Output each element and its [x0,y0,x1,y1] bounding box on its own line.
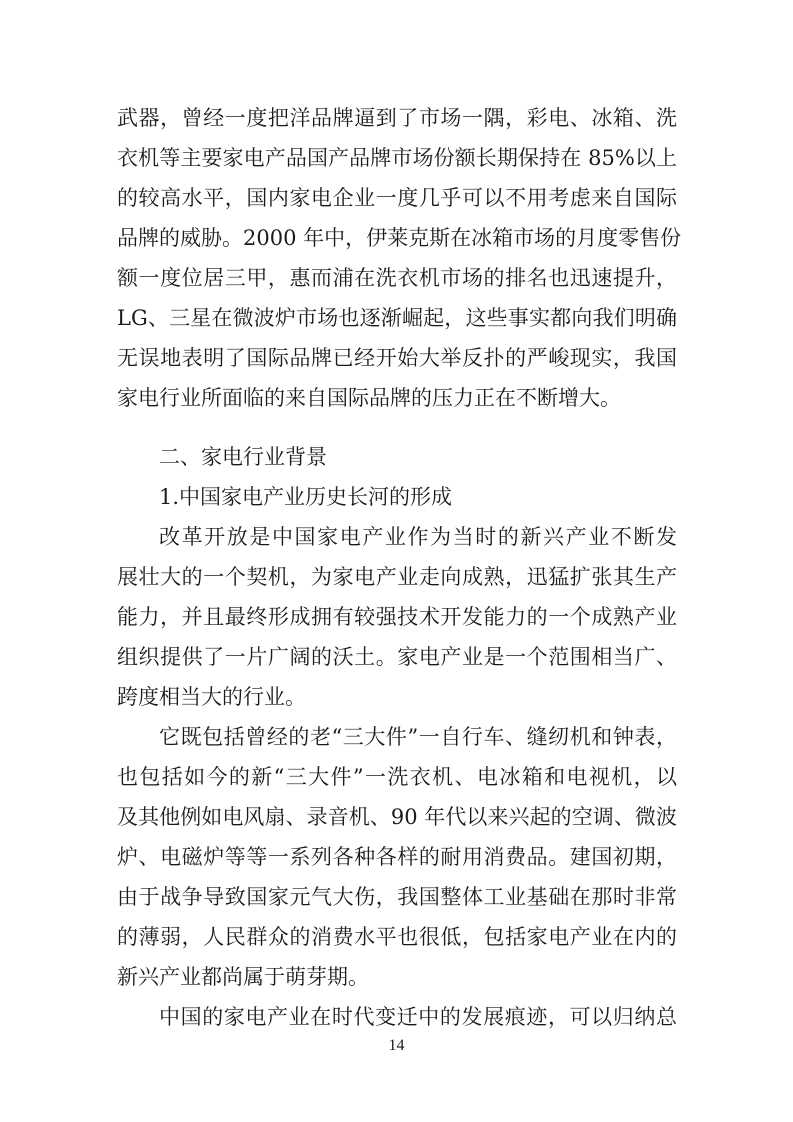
paragraph-1-line-4: 品牌的威胁。2000 年中，伊莱克斯在冰箱市场的月度零售份 [117,226,682,250]
paragraph-2-line-1: 改革开放是中国家电产业作为当时的新兴产业不断发 [159,525,677,549]
paragraph-3-line-6: 的薄弱，人民群众的消费水平也很低，包括家电产业在内的 [117,925,677,949]
paragraph-3-line-5: 由于战争导致国家元气大伤，我国整体工业基础在那时非常 [117,885,677,909]
paragraph-2-line-4: 组织提供了一片广阔的沃土。家电产业是一个范围相当广、 [117,645,677,669]
section-heading: 二、家电行业背景 [159,445,327,469]
paragraph-2-line-2: 展壮大的一个契机，为家电产业走向成熟，迅猛扩张其生产 [117,565,677,589]
page-number: 14 [388,1037,405,1054]
subsection-heading: 1.中国家电产业历史长河的形成 [159,485,453,509]
paragraph-2-line-5: 跨度相当大的行业。 [117,685,306,709]
paragraph-1-line-1: 武器，曾经一度把洋品牌逼到了市场一隅，彩电、冰箱、洗 [117,106,677,130]
paragraph-1-line-5: 额一度位居三甲，惠而浦在洗衣机市场的排名也迅速提升， [117,266,677,290]
paragraph-1-line-6: LG、三星在微波炉市场也逐渐崛起，这些事实都向我们明确 [117,306,677,330]
paragraph-3-line-4: 炉、电磁炉等等一系列各种各样的耐用消费品。建国初期， [117,845,677,869]
paragraph-1-line-2: 衣机等主要家电产品国产品牌市场份额长期保持在 85%以上 [117,146,677,170]
paragraph-3-line-3: 及其他例如电风扇、录音机、90 年代以来兴起的空调、微波 [117,805,677,829]
paragraph-4-line-1: 中国的家电产业在时代变迁中的发展痕迹，可以归纳总 [159,1005,677,1029]
paragraph-1-line-8: 家电行业所面临的来自国际品牌的压力正在不断增大。 [117,386,621,410]
paragraph-1-line-7: 无误地表明了国际品牌已经开始大举反扑的严峻现实，我国 [117,346,677,370]
paragraph-3-line-7: 新兴产业都尚属于萌芽期。 [117,965,369,989]
paragraph-2-line-3: 能力，并且最终形成拥有较强技术开发能力的一个成熟产业 [117,605,677,629]
paragraph-1-line-3: 的较高水平，国内家电企业一度几乎可以不用考虑来自国际 [117,186,677,210]
paragraph-3-line-2: 也包括如今的新“三大件”一洗衣机、电冰箱和电视机，以 [117,765,677,789]
paragraph-3-line-1: 它既包括曾经的老“三大件”一自行车、缝纫机和钟表， [159,725,677,749]
